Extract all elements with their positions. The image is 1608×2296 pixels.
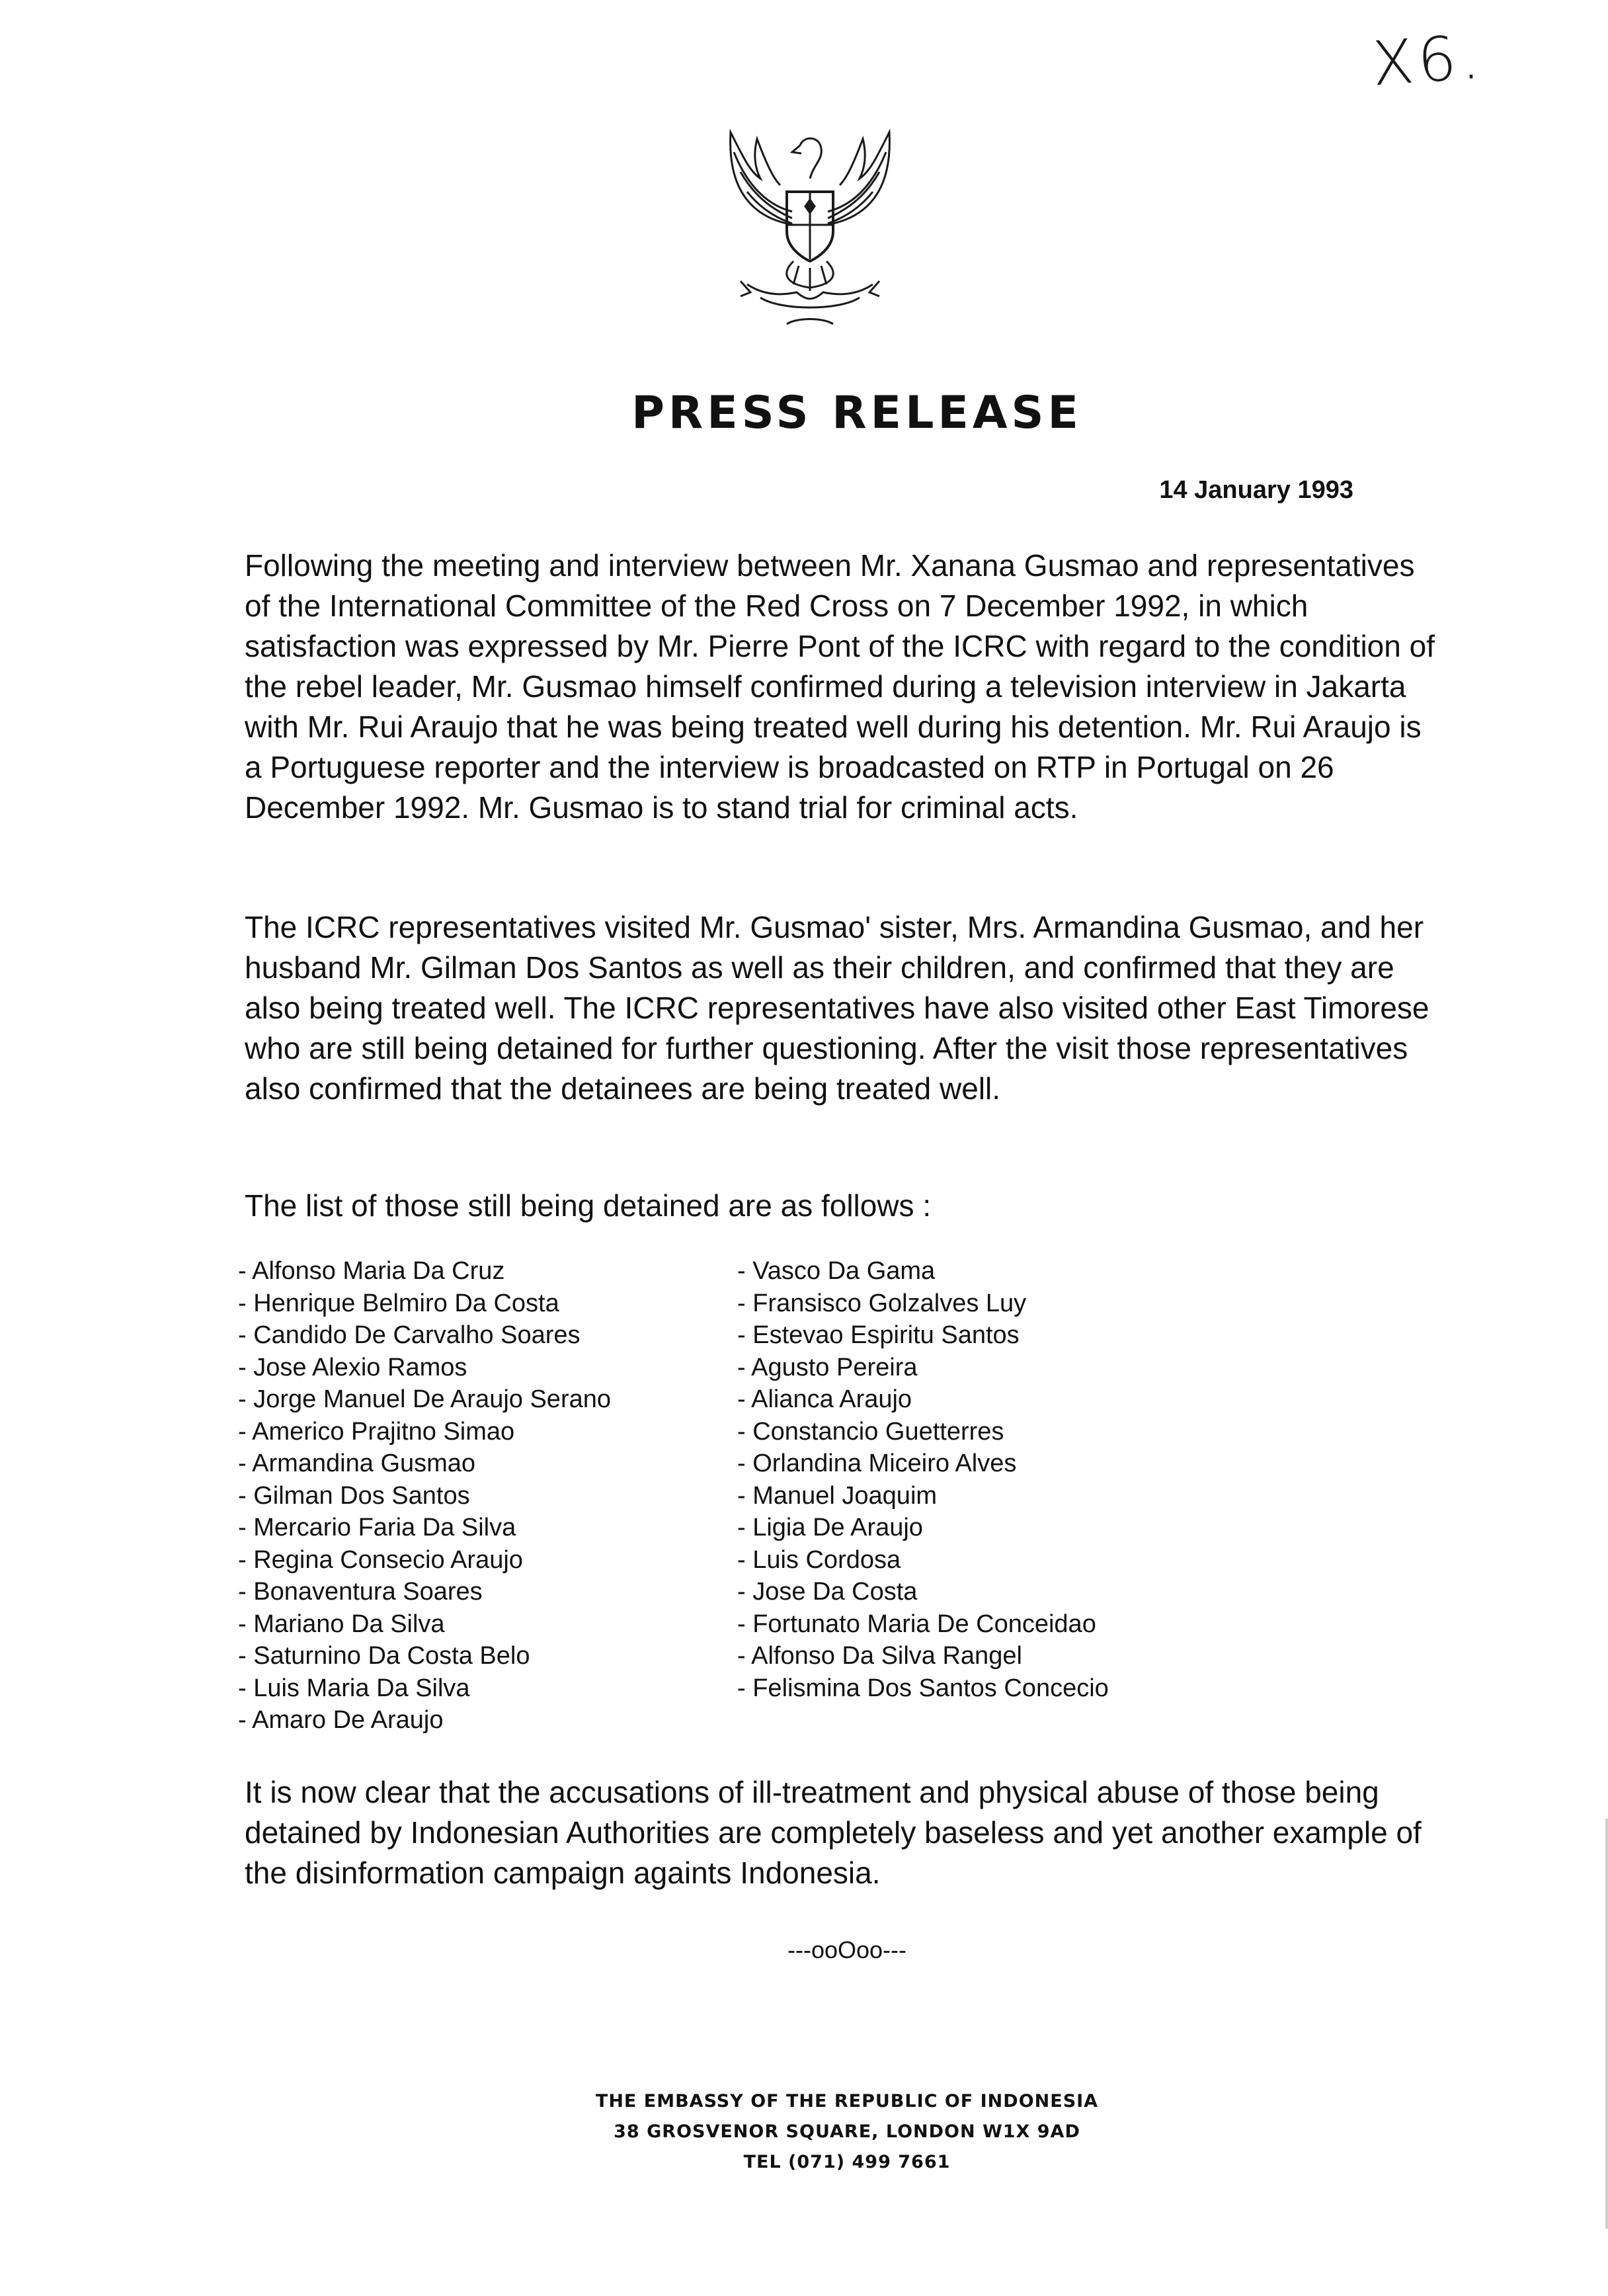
list-item: - Amaro De Araujo [238,1704,701,1737]
footer-address: 38 GROSVENOR SQUARE, LONDON W1X 9AD [614,2121,1080,2142]
embassy-footer [0,2086,1608,2178]
list-item: - Agusto Pereira [737,1352,1240,1384]
list-item: - Americo Prajitno Simao [238,1416,701,1448]
list-item: - Fransisco Golzalves Luy [737,1288,1240,1320]
paragraph-conclusion: It is now clear that the accusations of ill-treatment and physical abuse of those being detained by Indonesian Authorities are completely baseless and yet another example of the disinformation campaign againts Indonesia. [245,1775,1422,1890]
list-item: - Fortunato Maria De Conceidao [737,1608,1240,1641]
list-item: - Regina Consecio Araujo [238,1544,701,1577]
footer-telephone: TEL (071) 499 7661 [743,2152,951,2172]
list-item: - Jorge Manuel De Araujo Serano [238,1383,701,1416]
list-item: - Bonaventura Soares [238,1576,701,1608]
handwritten-annotation: X6. [1369,21,1486,100]
list-item: - Armandina Gusmao [238,1448,701,1480]
list-item: - Manuel Joaquim [737,1480,1240,1512]
list-item: - Vasco Da Gama [737,1255,1240,1288]
list-item: - Jose Da Costa [737,1576,1240,1608]
list-item: - Orlandina Miceiro Alves [737,1448,1240,1480]
release-date: 14 January 1993 [1159,476,1353,504]
paragraph-icrc-visit: The ICRC representatives visited Mr. Gusmao' sister, Mrs. Armandina Gusmao, and her husband Mr. Gilman Dos Santos as well as their children, and confirmed that they are also being treated well. The ICRC representatives have also visited other East Timorese who are still being detained for further questioning. After the visit those representatives also confirmed that the detainees are being treated well. [245,910,1429,1106]
scan-edge-mark [1605,1819,1608,2229]
list-item: - Mercario Faria Da Silva [238,1512,701,1544]
page-title: PRESS RELEASE [631,387,1082,439]
section-separator: ---ooOoo--- [787,1936,907,1963]
list-item: - Jose Alexio Ramos [238,1352,701,1384]
list-item: - Saturnino Da Costa Belo [238,1640,701,1672]
list-item: - Alianca Araujo [737,1383,1240,1416]
list-item: - Alfonso Maria Da Cruz [238,1255,701,1288]
detainee-list-left [238,1255,701,1737]
list-item: - Candido De Carvalho Soares [238,1319,701,1352]
list-item: - Mariano Da Silva [238,1608,701,1641]
paragraph-meeting: Following the meeting and interview between Mr. Xanana Gusmao and representatives of the International Committee of the Red Cross on 7 December 1992, in which satisfaction was expressed by Mr. Pierre Pont of the ICRC with regard to the condition of the rebel leader, Mr. Gusmao himself confirmed during a television interview in Jakarta with Mr. Rui Araujo that he was being treated well during his detention. Mr. Rui Araujo is a Portuguese reporter and the interview is broadcasted on RTP in Portugal on 26 December 1992. Mr. Gusmao is to stand trial for criminal acts. [245,548,1435,825]
list-item: - Ligia De Araujo [737,1512,1240,1544]
paragraph-list-intro: The list of those still being detained are as follows : [245,1188,932,1223]
footer-embassy-name: THE EMBASSY OF THE REPUBLIC OF INDONESIA [595,2091,1099,2112]
list-item: - Henrique Belmiro Da Costa [238,1288,701,1320]
list-item: - Luis Maria Da Silva [238,1672,701,1705]
list-item: - Felismina Dos Santos Concecio [737,1672,1240,1705]
list-item: - Alfonso Da Silva Rangel [737,1640,1240,1672]
list-item: - Constancio Guetterres [737,1416,1240,1448]
garuda-emblem-icon [714,119,906,337]
list-item: - Luis Cordosa [737,1544,1240,1577]
list-item: - Estevao Espiritu Santos [737,1319,1240,1352]
list-item: - Gilman Dos Santos [238,1480,701,1512]
detainee-list-right [737,1255,1240,1704]
